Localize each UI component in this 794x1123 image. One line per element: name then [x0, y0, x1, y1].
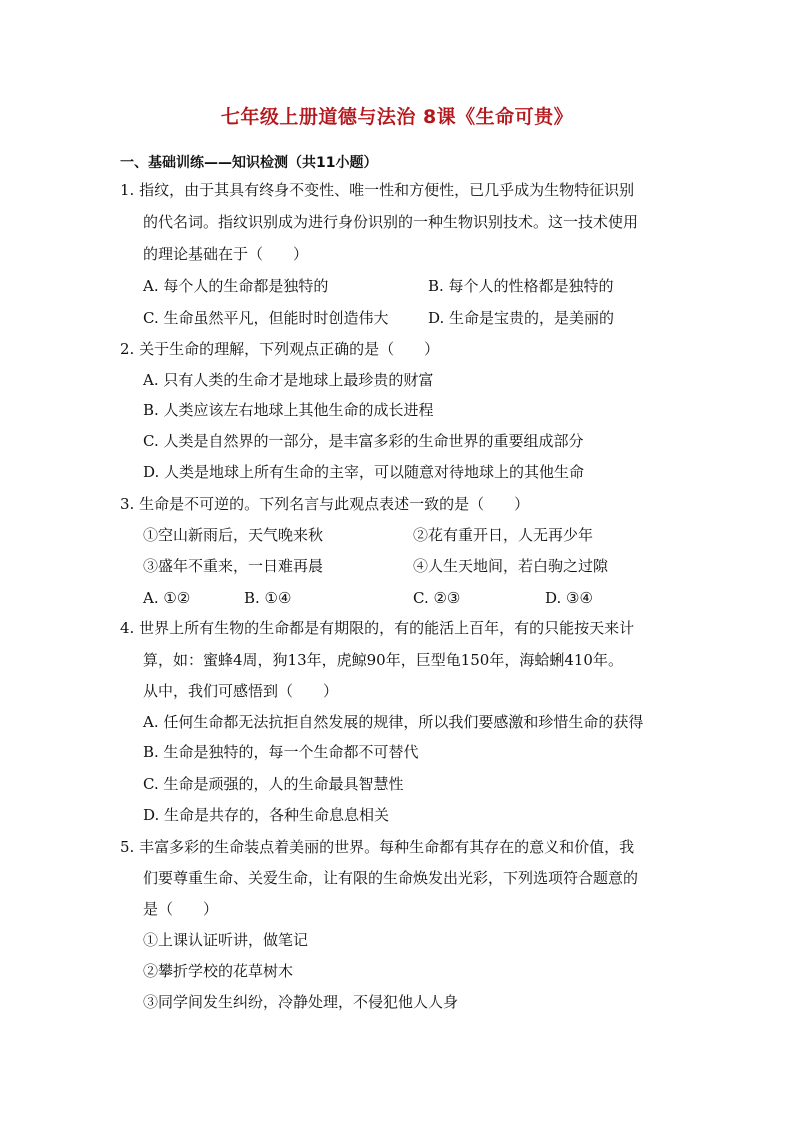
- page-title: 七年级上册道德与法治 8课《生命可贵》: [220, 106, 574, 128]
- question-5-statement-3: ③同学间发生纠纷，冷静处理，不侵犯他人人身: [143, 993, 459, 1011]
- question-5-statement-2: ②攀折学校的花草树木: [143, 962, 294, 980]
- question-3-statement-2: ②花有重开日，人无再少年: [413, 526, 594, 544]
- question-5-line-3: 是（ ）: [143, 900, 219, 918]
- question-3-statement-1: ①空山新雨后，天气晚来秋: [143, 526, 324, 544]
- question-3-option-c: C. ②③: [413, 589, 461, 607]
- question-1-option-d: D. 生命是宝贵的，是美丽的: [428, 309, 615, 327]
- question-4-line-1: 4. 世界上所有生物的生命都是有期限的，有的能活上百年，有的只能按天来计: [120, 619, 635, 637]
- question-5-line-2: 们要尊重生命、关爱生命，让有限的生命焕发出光彩，下列选项符合题意的: [143, 869, 639, 887]
- question-4-option-d: D. 生命是共存的，各种生命息息相关: [143, 806, 390, 824]
- question-2-option-b: B. 人类应该左右地球上其他生命的成长进程: [143, 401, 434, 419]
- question-1-option-b: B. 每个人的性格都是独特的: [428, 277, 614, 295]
- question-3-option-a: A. ①②: [143, 589, 191, 607]
- section-heading: 一、基础训练——知识检测（共11小题）: [120, 155, 378, 171]
- question-3-statement-3: ③盛年不重来，一日难再晨: [143, 557, 324, 575]
- question-3-line-1: 3. 生命是不可逆的。下列名言与此观点表述一致的是（ ）: [120, 495, 530, 513]
- question-1-line-2: 的代名词。指纹识别成为进行身份识别的一种生物识别技术。这一技术使用: [143, 213, 639, 231]
- question-3-option-d: D. ③④: [545, 589, 593, 607]
- question-4-line-3: 从中，我们可感悟到（ ）: [143, 682, 339, 700]
- question-4-option-b: B. 生命是独特的，每一个生命都不可替代: [143, 743, 419, 761]
- question-1-option-c: C. 生命虽然平凡，但能时时创造伟大: [143, 309, 389, 327]
- question-3-statement-4: ④人生天地间，若白驹之过隙: [413, 557, 609, 575]
- question-1-line-1: 1. 指纹，由于其具有终身不变性、唯一性和方便性，已几乎成为生物特征识别: [120, 181, 635, 199]
- question-1-option-a: A. 每个人的生命都是独特的: [143, 277, 329, 295]
- question-2-line-1: 2. 关于生命的理解，下列观点正确的是（ ）: [120, 340, 440, 358]
- question-2-option-d: D. 人类是地球上所有生命的主宰，可以随意对待地球上的其他生命: [143, 463, 585, 481]
- question-1-line-3: 的理论基础在于（ ）: [143, 245, 309, 263]
- question-4-option-a: A. 任何生命都无法抗拒自然发展的规律，所以我们要感激和珍惜生命的获得: [143, 713, 644, 731]
- question-4-line-2: 算，如：蜜蜂4周，狗13年，虎鲸90年，巨型龟150年，海蛤蜊410年。: [143, 651, 623, 669]
- question-5-line-1: 5. 丰富多彩的生命装点着美丽的世界。每种生命都有其存在的意义和价值，我: [120, 838, 635, 856]
- question-2-option-a: A. 只有人类的生命才是地球上最珍贵的财富: [143, 371, 434, 389]
- question-4-option-c: C. 生命是顽强的，人的生命最具智慧性: [143, 775, 404, 793]
- question-2-option-c: C. 人类是自然界的一部分，是丰富多彩的生命世界的重要组成部分: [143, 432, 584, 450]
- question-3-option-b: B. ①④: [244, 589, 292, 607]
- question-5-statement-1: ①上课认证听讲，做笔记: [143, 931, 309, 949]
